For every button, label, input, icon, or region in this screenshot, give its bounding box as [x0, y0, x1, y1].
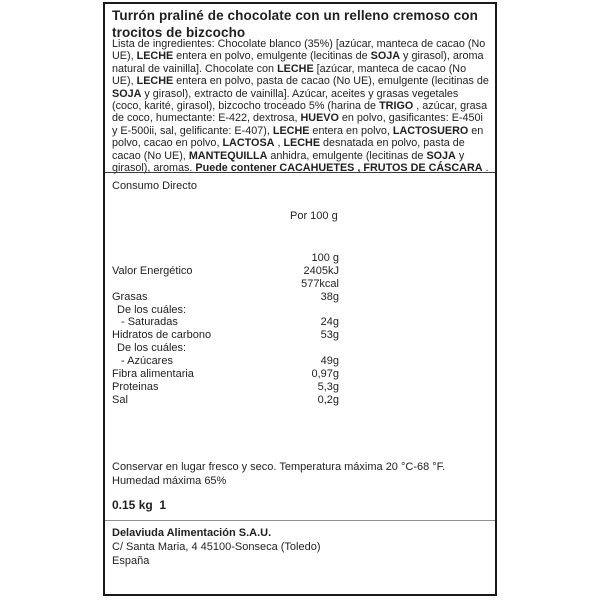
ingredient-segment: en polvo, cacao en polvo,	[112, 124, 484, 150]
ingredient-segment: LECHE	[277, 62, 314, 75]
ingredient-segment: TRIGO	[379, 100, 414, 113]
nutrition-value: 38g	[320, 290, 339, 303]
nutrition-row	[112, 291, 488, 304]
ingredient-segment: , azúcar, grasa de coco, humectante: E-422, dextrosa,	[112, 100, 488, 125]
ingredient-segment: HUEVO	[300, 112, 339, 125]
ingredient-segment: desnatada en polvo, pasta de cacao (No UE),	[112, 137, 465, 162]
nutrition-row	[112, 368, 488, 381]
nutrition-value: 5,3g	[317, 380, 339, 393]
nutrition-label: Grasas	[112, 290, 148, 303]
ingredient-segment: .	[482, 162, 489, 175]
ingredient-segment: anhidra, emulgente (lecitinas de	[267, 149, 427, 162]
nutrition-label: Hidratos de carbono	[112, 329, 212, 342]
ingredient-segment: MANTEQUILLA	[188, 149, 268, 162]
ingredient-segment: en polvo, gasificantes: E-450i y E-500ii, sal, gelificante: E-407),	[112, 112, 483, 137]
storage-instructions: Conservar en lugar fresco y seco. Temperatura máxima 20 °C-68 °F. Humedad máxima 65%	[112, 461, 446, 487]
nutrition-label: Proteinas	[112, 380, 159, 393]
ingredient-segment: y girasol), aroma natural de vainilla]. Chocolate con	[112, 50, 484, 75]
ingredient-segment: ,	[274, 137, 284, 150]
nutrition-row	[112, 329, 488, 342]
ingredient-segment: Puede contener CACAHUETES , FRUTOS DE CÁSCARA	[195, 162, 483, 175]
footer-divider	[105, 520, 495, 521]
ingredient-segment: LECHE	[136, 50, 174, 63]
nutrition-label: - Azúcares	[121, 355, 173, 368]
nutrition-value: 0,2g	[317, 393, 339, 406]
nutrition-row	[112, 394, 488, 407]
nutrition-value: 53g	[320, 329, 339, 342]
ingredient-segment: SOJA	[426, 149, 456, 162]
ingredient-segment: [azúcar, manteca de cacao (No UE),	[112, 62, 467, 88]
manufacturer-name: Delaviuda Alimentación S.A.U.	[112, 527, 272, 539]
nutrition-row	[112, 304, 488, 317]
nutrition-row	[112, 381, 488, 394]
ingredient-segment: LACTOSA	[222, 137, 275, 150]
nutrition-label: Sal	[112, 393, 128, 406]
product-title: Turrón praliné de chocolate con un relleno cremoso con trocitos de bizcocho	[112, 8, 478, 40]
ingredients-text	[112, 38, 489, 174]
section-divider	[105, 172, 495, 173]
net-weight: 0.15 kg 1	[112, 498, 167, 512]
ingredient-segment: LACTOSUERO	[392, 124, 469, 137]
nutrition-table	[112, 252, 488, 407]
nutrition-value: 49g	[320, 355, 339, 368]
ingredient-segment: SOJA	[370, 50, 401, 63]
consumption-type-label: Consumo Directo	[112, 180, 197, 192]
ingredient-segment: entera en polvo, pasta de cacao (No UE), emulgente (lecitinas de	[173, 75, 489, 88]
nutrition-row	[112, 342, 488, 355]
ingredient-segment: entera en polvo,	[309, 124, 393, 137]
nutrition-label: De los cuáles:	[117, 303, 187, 316]
ingredient-segment: LECHE	[283, 137, 321, 150]
nutrition-value: 577kcal	[301, 277, 339, 290]
product-label-box	[103, 2, 497, 596]
nutrition-label: De los cuáles:	[117, 342, 187, 355]
nutrition-value: 24g	[320, 316, 339, 329]
nutrition-label: Valor Energético	[112, 264, 193, 277]
nutrition-value: 100 g	[311, 252, 339, 264]
nutrition-label: - Saturadas	[121, 316, 178, 329]
ingredient-segment: y girasol), extracto de vainilla]. Azúcar, aceites y grasas vegetales (coco, karité, girasol), bizcocho troceado 5% (harina de	[112, 87, 459, 113]
nutrition-label: Fibra alimentaria	[112, 368, 194, 381]
ingredient-segment: LECHE	[136, 75, 174, 88]
per-100g-column-header: Por 100 g	[290, 210, 338, 222]
manufacturer-block	[112, 526, 487, 568]
ingredient-segment: entera en polvo, emulgente (lecitinas de	[173, 50, 371, 63]
ingredient-segment: y girasol), aromas.	[112, 149, 465, 175]
manufacturer-address: C/ Santa Maria, 4 45100-Sonseca (Toledo)	[112, 541, 321, 553]
nutrition-row	[112, 278, 488, 291]
nutrition-value: 2405kJ	[303, 264, 339, 277]
ingredient-segment: LECHE	[272, 124, 310, 137]
ingredient-segment: Lista de ingredientes: Chocolate blanco (35%) [azúcar, manteca de cacao (No UE),	[112, 38, 486, 63]
nutrition-row	[112, 316, 488, 329]
ingredient-segment: SOJA	[112, 87, 142, 100]
nutrition-value: 0,97g	[311, 368, 339, 381]
nutrition-row	[112, 265, 488, 278]
nutrition-row	[112, 355, 488, 368]
manufacturer-country: España	[112, 555, 150, 567]
nutrition-row	[112, 252, 488, 265]
